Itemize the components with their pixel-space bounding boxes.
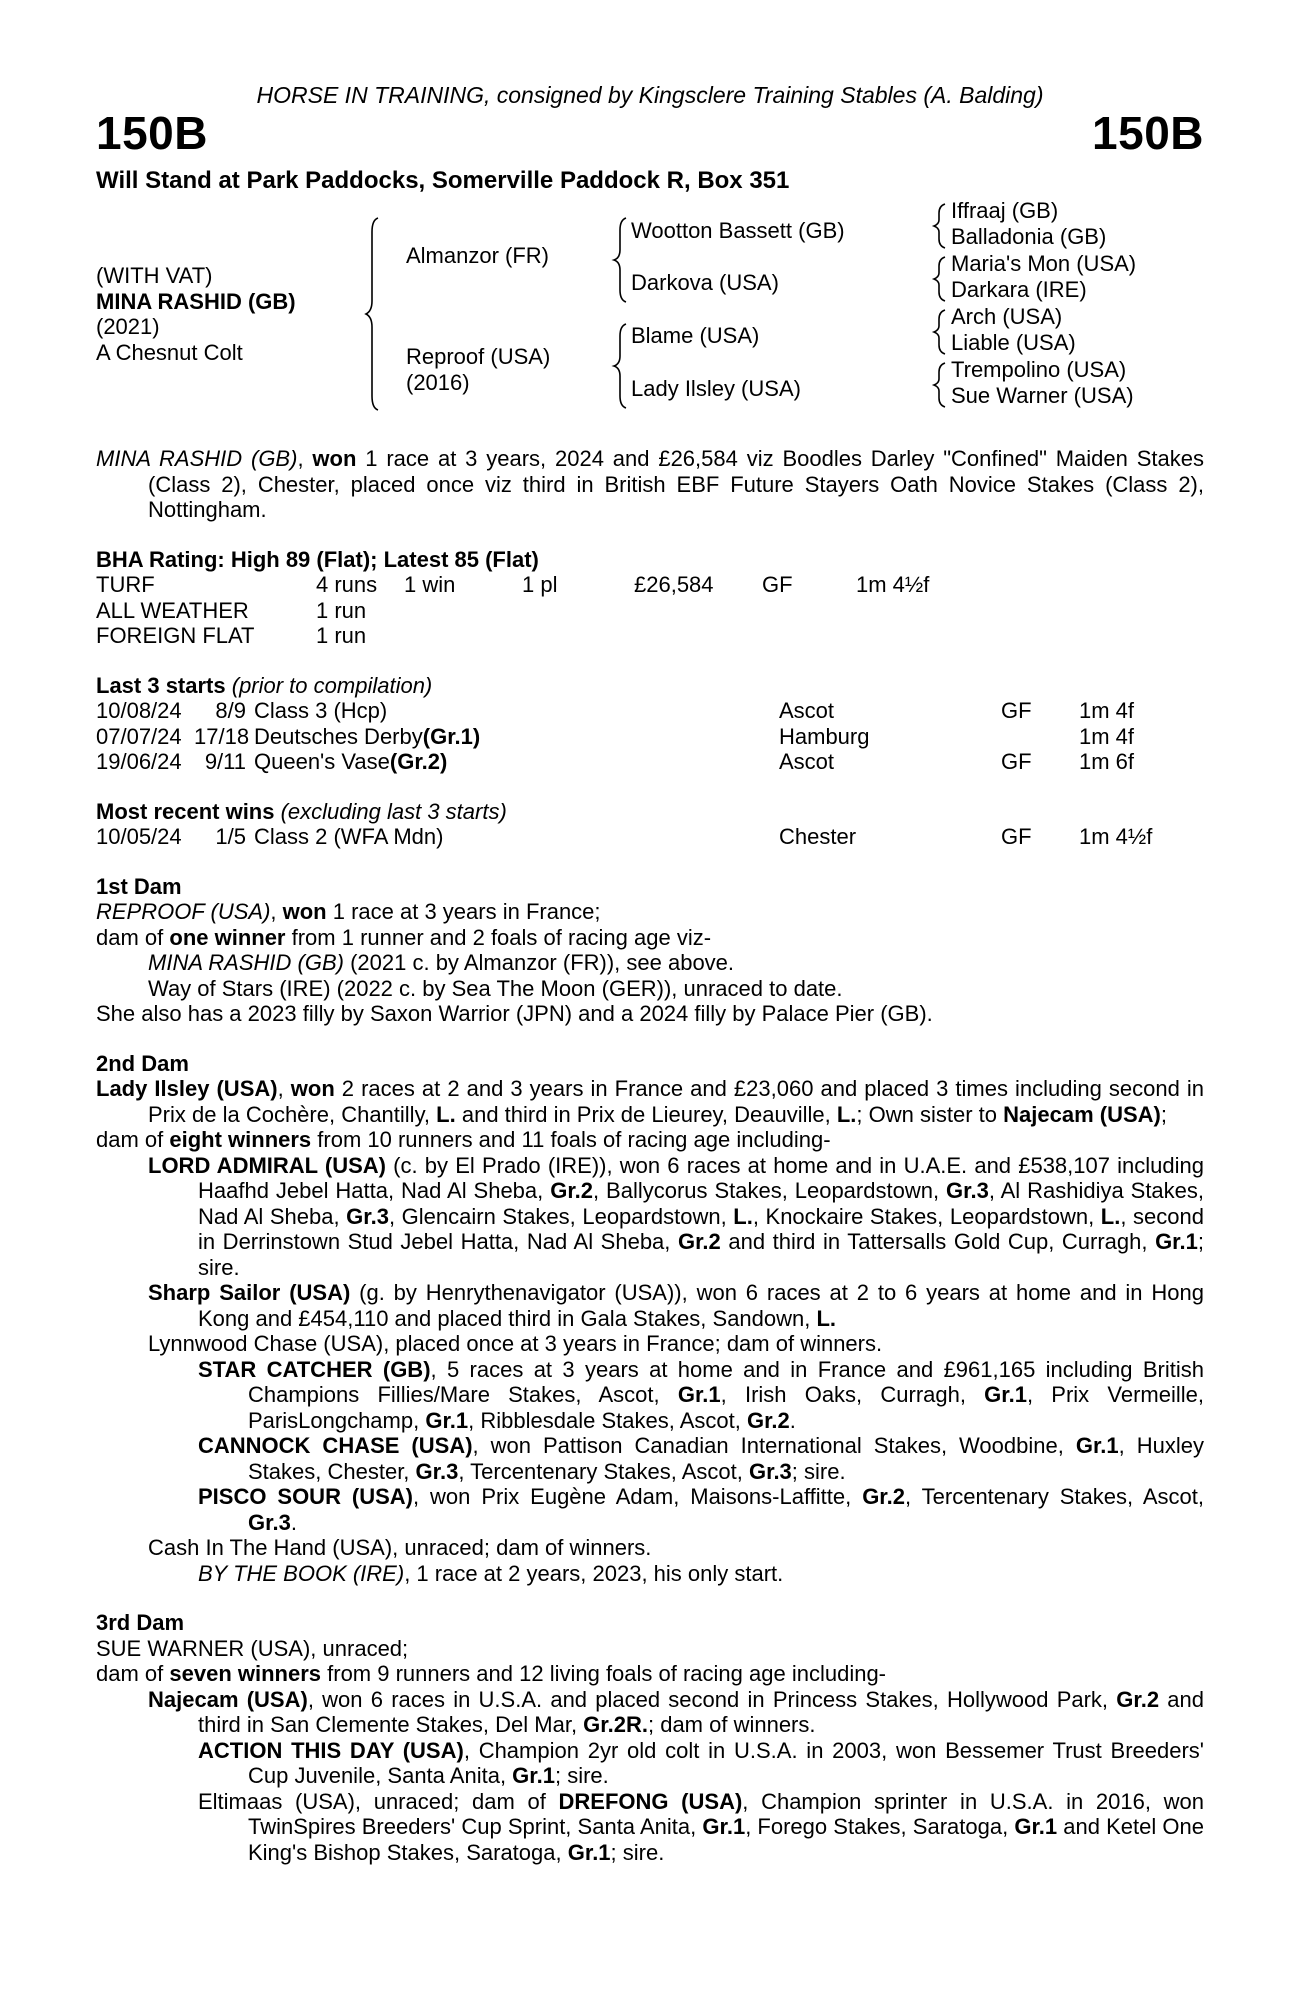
sister-name: Najecam (USA) (1003, 1101, 1161, 1127)
grade: L. (1100, 1203, 1121, 1229)
race-grade: (Gr.1) (422, 723, 481, 749)
progeny-name: CANNOCK CHASE (USA) (198, 1433, 473, 1458)
bracket-g4 (934, 363, 945, 407)
race-name: Deutsches Derby (254, 723, 423, 749)
t: , 1 race at 2 years, 2023, his only start. (404, 1560, 784, 1586)
grade: Gr.1 (512, 1763, 555, 1788)
t: , won 6 races in U.S.A. and placed second in Princess Stakes, Hollywood Park, (307, 1686, 1117, 1712)
catalogue-page (96, 80, 1204, 1865)
going-cell (762, 598, 856, 624)
pedigree-chart (96, 198, 1204, 436)
date-cell: 19/06/24 (96, 749, 182, 774)
first-dam-of-b: one winner (169, 924, 286, 950)
grade: Gr.1 (1075, 1433, 1119, 1458)
first-dam-title: 1st Dam (96, 873, 182, 899)
race-cell: Class 2 (WFA Mdn) (254, 824, 444, 849)
distance-cell: 1m 6f (1079, 749, 1135, 774)
g-ancestor-8: Sue Warner (USA) (951, 383, 1134, 408)
progeny-name: Sharp Sailor (USA) (148, 1280, 351, 1305)
wins-cell (404, 623, 522, 649)
rating-row (96, 572, 1204, 598)
race-cell (246, 698, 779, 724)
second-dam-record: Lady Ilsley (USA), won 2 races at 2 and 3 years in France and £23,060 and placed 3 times including second in Prix de la Cochère, Chantilly, L. and third in Prix de Lieurey, Deauville, L.; Own sister to Najecam (USA); (96, 1076, 1205, 1127)
going-cell: GF (1001, 749, 1032, 774)
grade: Gr.2 (862, 1484, 905, 1509)
lot-number-right: 150B (1092, 107, 1204, 159)
going-cell: GF (1001, 698, 1032, 723)
recent-wins-table (96, 824, 1204, 850)
g-ancestor-7: Trempolino (USA) (951, 357, 1127, 382)
t: , Ballycorus Stakes, Leopardstown, (593, 1178, 946, 1203)
grade: Gr.1 (677, 1382, 721, 1407)
grade: L. (733, 1203, 753, 1229)
distance-cell: 1m 4½f (856, 572, 930, 597)
second-dam-name: Lady Ilsley (USA) (96, 1076, 278, 1101)
grandprogeny-2 (96, 1433, 1204, 1484)
t: and third in San Clemente Stakes, Del Mar, (198, 1686, 1205, 1737)
grandprogeny-1 (96, 1357, 1204, 1434)
grade: L. (436, 1101, 456, 1127)
second-dam-progeny-3: Lynnwood Chase (USA), placed once at 3 years in France; dam of winners. (148, 1331, 883, 1356)
second-dam-title: 2nd Dam (96, 1050, 189, 1076)
t: 2 races at 2 and 3 years in France and £23,060 and placed 3 times including second in Prix de la Cochère, Chantilly, (148, 1076, 1205, 1127)
dam-name: Reproof (USA) (406, 344, 551, 369)
g-ancestor-2: Balladonia (GB) (951, 224, 1107, 249)
horse-description: A Chesnut Colt (96, 339, 243, 365)
race-cell (246, 749, 779, 775)
dam-year: (2016) (406, 369, 470, 395)
bracket-g1 (934, 204, 945, 248)
position-cell: 8/9 (215, 698, 246, 723)
third-dam-grandprogeny-1 (96, 1738, 1204, 1789)
prize-cell (634, 623, 762, 649)
t: , won Pattison Canadian International Stakes, Woodbine, (472, 1433, 1076, 1458)
going-cell: GF (1001, 824, 1032, 849)
g-ancestor-1: Iffraaj (GB) (951, 198, 1059, 223)
progeny-name: STAR CATCHER (GB) (198, 1356, 431, 1382)
going-cell (762, 623, 856, 649)
bracket-sire (614, 218, 626, 302)
t: , Forego Stakes, Saratoga, (745, 1814, 1015, 1839)
t: ; sire. (554, 1763, 609, 1788)
t: , Irish Oaks, Curragh, (720, 1382, 985, 1407)
t: , Prix Vermeille, ParisLongchamp, (248, 1382, 1204, 1433)
horse-name: MINA RASHID (GB) (96, 288, 296, 314)
vat-label: (WITH VAT) (96, 263, 213, 288)
winners-count: seven winners (169, 1661, 322, 1686)
third-dam-produce (96, 1661, 1204, 1687)
recent-wins-subtitle: (excluding last 3 starts) (274, 798, 507, 824)
course-cell: Hamburg (779, 723, 870, 749)
third-dam-line: SUE WARNER (USA), unraced; (96, 1635, 409, 1661)
grade: Gr.1 (1014, 1814, 1058, 1839)
last-starts-section (96, 673, 1204, 775)
first-dam-record: 1 race at 3 years in France; (326, 899, 601, 924)
t: (g. by Henrythenavigator (USA)), won 6 races at 2 to 6 years at home and in Hong Kong and £454,110 and placed third in Gala Stakes, Sandown, (198, 1280, 1204, 1331)
t: , Champion sprinter in U.S.A. in 2016, won TwinSpires Breeders' Cup Sprint, Santa Anita, (248, 1788, 1204, 1839)
dam-sire: Blame (USA) (631, 323, 760, 348)
t: Eltimaas (USA), unraced; dam of (198, 1788, 559, 1814)
distance-cell: 1m 4f (1079, 723, 1135, 749)
t: from 9 runners and 12 living foals of racing age including- (321, 1661, 887, 1686)
sire-sire: Wootton Bassett (GB) (631, 218, 845, 243)
last-starts-title: Last 3 starts (96, 672, 226, 698)
race-summary: MINA RASHID (GB), won 1 race at 3 years, 2024 and £26,584 viz Boodles Darley "Confined" Maiden Stakes (Class 2), Chester, placed once viz third in British EBF Future Stayers Oath Novice Stakes (Class 2), Nottingham. (96, 446, 1204, 522)
wins-cell (404, 598, 522, 624)
g-ancestor-6: Liable (USA) (951, 330, 1076, 355)
t: , Knockaire Stakes, Leopardstown, (752, 1203, 1101, 1229)
course-cell: Chester (779, 824, 857, 849)
rating-row (96, 623, 1204, 649)
runs-cell: 4 runs (316, 572, 378, 597)
position-cell: 17/18 (194, 723, 250, 749)
third-dam-grandprogeny-2 (96, 1789, 1204, 1866)
grade: Gr.1 (567, 1839, 611, 1865)
grade: Gr.3 (415, 1458, 459, 1484)
recent-wins-section (96, 799, 1204, 850)
summary-horse-name: MINA RASHID (GB) (96, 446, 298, 471)
grade: Gr.2 (550, 1178, 594, 1203)
progeny-name: MINA RASHID (GB) (148, 950, 344, 975)
t: ; dam of winners. (647, 1712, 816, 1737)
bracket-main (366, 218, 378, 410)
sire-dam: Darkova (USA) (631, 270, 779, 295)
t: ; sire. (198, 1229, 1204, 1280)
surface-cell: FOREIGN FLAT (96, 623, 255, 648)
date-cell: 07/07/24 (96, 723, 182, 749)
third-dam-title: 3rd Dam (96, 1610, 185, 1635)
third-dam-progeny-1 (96, 1687, 1204, 1738)
surface-cell: ALL WEATHER (96, 597, 249, 623)
grade: Gr.3 (248, 1509, 291, 1535)
last-start-row (96, 749, 1204, 775)
rating-table (96, 572, 1204, 649)
first-dam-name: REPROOF (USA) (96, 899, 271, 924)
t: ; Own sister to (856, 1101, 1004, 1127)
t: , Al Rashidiya Stakes, Nad Al Sheba, (198, 1178, 1205, 1229)
t: dam of (96, 1661, 170, 1686)
recent-wins-heading (96, 799, 1204, 825)
runs-cell: 1 run (316, 597, 367, 623)
date-cell: 10/08/24 (96, 698, 182, 723)
second-dam-produce (96, 1127, 1204, 1153)
t: , Ribblesdale Stakes, Ascot, (468, 1407, 747, 1433)
progeny-name: ACTION THIS DAY (USA) (198, 1737, 464, 1763)
dam-name-block (406, 344, 550, 395)
recent-win-row (96, 824, 1204, 850)
t: , second in Derrinstown Stud Jebel Hatta, Nad Al Sheba, (198, 1203, 1204, 1254)
progeny-name: BY THE BOOK (IRE) (198, 1560, 405, 1586)
t: , won Prix Eugène Adam, Maisons-Laffitte, (413, 1484, 863, 1509)
placed-cell: 1 pl (522, 572, 558, 597)
t: , Tercentenary Stakes, Ascot, (905, 1484, 1204, 1509)
t: (c. by El Prado (IRE)), won 6 races at home and in U.A.E. and £538,107 including Haafhd Jebel Hatta, Nad Al Sheba, (198, 1152, 1204, 1203)
t: , Glencairn Stakes, Leopardstown, (388, 1203, 734, 1229)
bracket-dam (614, 324, 626, 408)
first-dam-progeny-2: Way of Stars (IRE) (2022 c. by Sea The Moon (GER)), unraced to date. (148, 975, 843, 1001)
placed-cell (522, 623, 634, 649)
grade: Gr.1 (425, 1407, 469, 1433)
race-name: Queen's Vase (254, 749, 390, 774)
bracket-g2 (934, 257, 945, 301)
distance-cell: 1m 4½f (1079, 824, 1153, 849)
course-cell: Ascot (779, 749, 835, 774)
recent-wins-title: Most recent wins (96, 798, 275, 824)
g-ancestor-3: Maria's Mon (USA) (951, 251, 1137, 276)
course-cell: Ascot (779, 698, 835, 723)
rating-title: BHA Rating: High 89 (Flat); Latest 85 (Flat) (96, 546, 539, 572)
going-cell (1001, 724, 1079, 750)
second-dam-progeny-4: Cash In The Hand (USA), unraced; dam of winners. (148, 1535, 652, 1560)
wins-cell: 1 win (404, 572, 456, 597)
stabling-location: Will Stand at Park Paddocks, Somerville Paddock R, Box 351 (96, 167, 790, 194)
first-dam-of-a: dam of (96, 924, 170, 950)
grade: Gr.3 (346, 1203, 389, 1229)
dam-dam: Lady Ilsley (USA) (631, 376, 801, 401)
t: . (789, 1407, 796, 1433)
first-dam-progeny-1 (96, 950, 1204, 976)
placed-cell (522, 598, 634, 624)
prize-cell: £26,584 (634, 572, 714, 597)
t: , Huxley Stakes, Chester, (248, 1433, 1204, 1484)
grade: Gr.2R. (583, 1712, 648, 1737)
t: dam of (96, 1127, 170, 1152)
grade: L. (836, 1101, 857, 1127)
t: , 5 races at 3 years at home and in France and £961,165 including British Champions Fillies/Mare Stakes, Ascot, (248, 1356, 1204, 1407)
last-start-row (96, 724, 1204, 750)
progeny-name: DREFONG (USA) (558, 1788, 743, 1814)
grade: Gr.3 (748, 1458, 792, 1484)
t: ; sire. (791, 1458, 846, 1484)
t: , Champion 2yr old colt in U.S.A. in 2003, won Bessemer Trust Breeders' Cup Juvenile, Santa Anita, (248, 1737, 1204, 1788)
g-ancestor-4: Darkara (IRE) (951, 277, 1087, 302)
first-dam-also: She also has a 2023 filly by Saxon Warrior (JPN) and a 2024 filly by Palace Pier (GB). (96, 1001, 933, 1026)
first-dam-produce (96, 925, 1204, 951)
progeny-name: PISCO SOUR (USA) (198, 1484, 413, 1509)
g-ancestor-5: Arch (USA) (951, 304, 1063, 329)
bracket-g3 (934, 310, 945, 354)
second-dam-progeny-1 (96, 1153, 1204, 1281)
consignment-header: HORSE IN TRAINING, consigned by Kingsclere Training Stables (A. Balding) (256, 82, 1044, 108)
t: and Ketel One King's Bishop Stakes, Saratoga, (248, 1814, 1204, 1865)
grade: Gr.3 (946, 1178, 989, 1203)
lot-number-left: 150B (96, 107, 208, 159)
foal-year: (2021) (96, 314, 160, 339)
third-dam-section (96, 1610, 1204, 1865)
going-cell: GF (762, 572, 793, 597)
summary-won: won (312, 446, 357, 471)
distance-cell: 1m 4f (1079, 698, 1135, 723)
grade: Gr.1 (1155, 1229, 1198, 1254)
rating-section (96, 547, 1204, 649)
t: and third in Tattersalls Gold Cup, Curragh, (720, 1229, 1156, 1254)
race-name: Class 3 (Hcp) (254, 698, 388, 723)
date-cell: 10/05/24 (96, 824, 182, 849)
position-cell: 1/5 (215, 824, 246, 849)
rating-row (96, 598, 1204, 624)
race-cell (246, 724, 779, 750)
grade: Gr.1 (984, 1382, 1027, 1407)
runs-cell: 1 run (316, 623, 367, 648)
second-dam-progeny-2 (96, 1280, 1204, 1331)
horse-info (96, 263, 296, 365)
grandprogeny-3 (96, 1484, 1204, 1535)
t: and third in Prix de Lieurey, Deauville, (455, 1101, 837, 1127)
race-grade: (Gr.2) (389, 749, 448, 774)
sire-name: Almanzor (FR) (406, 243, 550, 268)
lot-number-row (96, 108, 1204, 158)
last-starts-table (96, 698, 1204, 775)
progeny-name: Najecam (USA) (148, 1686, 308, 1712)
last-starts-heading (96, 673, 1204, 699)
first-dam-won: won (282, 899, 327, 924)
progeny-name: LORD ADMIRAL (USA) (148, 1152, 386, 1178)
grade: Gr.1 (702, 1814, 746, 1839)
grandprogeny-4 (96, 1561, 1204, 1587)
first-dam-line: REPROOF (USA), won 1 race at 3 years in France; (96, 899, 601, 924)
grade: Gr.2 (746, 1407, 790, 1433)
t: ; (1160, 1101, 1167, 1127)
prize-cell (634, 598, 762, 624)
progeny-text: (2021 c. by Almanzor (FR)), see above. (343, 950, 735, 975)
last-starts-subtitle: (prior to compilation) (225, 672, 433, 698)
t: , Tercentenary Stakes, Ascot, (458, 1458, 749, 1484)
surface-cell: TURF (96, 572, 155, 597)
grade: Gr.2 (677, 1229, 721, 1254)
t: from 10 runners and 11 foals of racing age including- (311, 1127, 831, 1152)
second-dam-section (96, 1051, 1204, 1587)
grade: Gr.2 (1116, 1686, 1160, 1712)
last-start-row (96, 698, 1204, 724)
first-dam-of-c: from 1 runner and 2 foals of racing age viz- (285, 924, 712, 950)
summary-text: 1 race at 3 years, 2024 and £26,584 viz Boodles Darley "Confined" Maiden Stakes (Class 2), Chester, placed once viz third in British EBF Future Stayers Oath Novice Stakes (Class 2), Nottingham. (148, 446, 1204, 522)
winners-count: eight winners (169, 1127, 312, 1152)
distance-cell (856, 623, 956, 649)
t: . (290, 1509, 297, 1535)
t: ; sire. (610, 1839, 665, 1865)
grade: L. (816, 1305, 837, 1331)
distance-cell (856, 598, 956, 624)
first-dam-section (96, 874, 1204, 1027)
second-dam-won: won (290, 1076, 335, 1101)
position-cell: 9/11 (204, 749, 246, 774)
